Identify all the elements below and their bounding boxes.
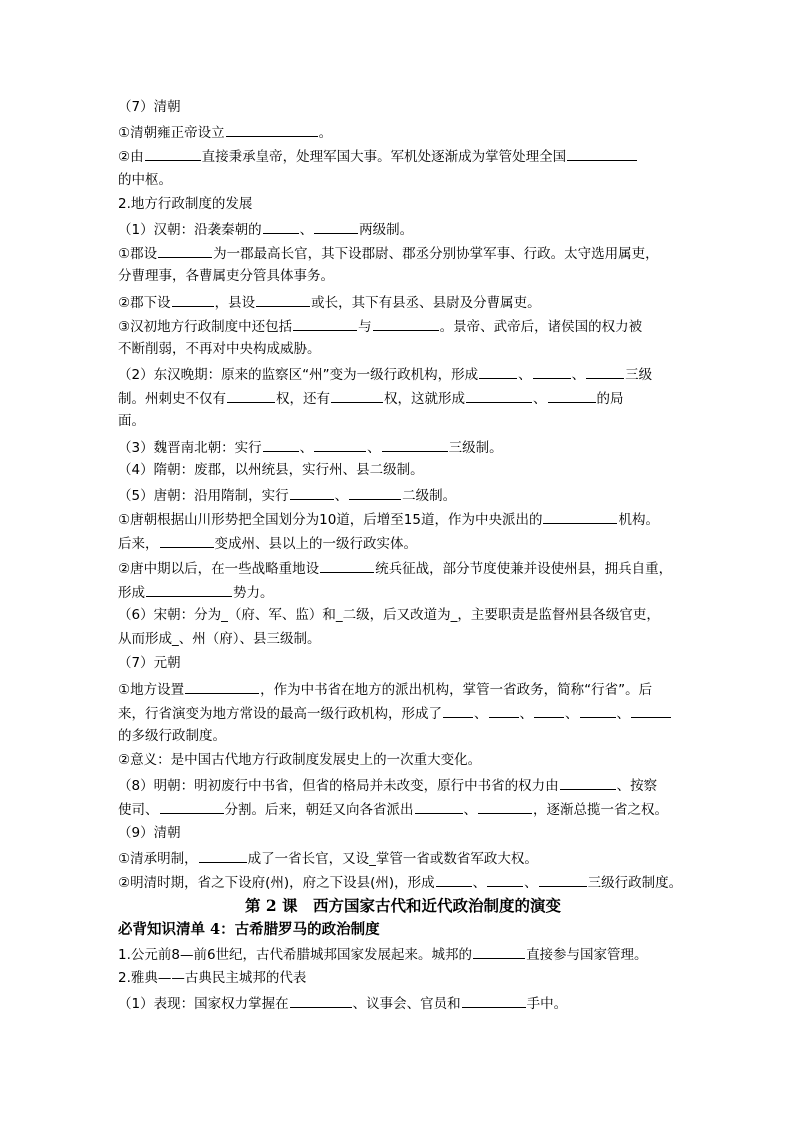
text-segment: 制。州刺史不仅有 (118, 391, 226, 408)
fill-in-blank[interactable] (586, 364, 624, 379)
fill-in-blank[interactable] (466, 388, 532, 403)
text-segment: （7）清朝 (118, 99, 181, 115)
text-segment: 、 (299, 221, 314, 238)
text-segment: 、 (524, 875, 538, 891)
fill-in-blank[interactable] (349, 485, 401, 500)
fill-in-blank[interactable] (290, 993, 352, 1008)
checklist-title: 必背知识清单 4：古希腊罗马的政治制度 (118, 921, 380, 939)
text-segment: ②意义：是中国古代地方行政制度发展史上的一次重大变化。 (118, 752, 482, 769)
text-segment: （4）隋朝：废郡，以州统县，实行州、县二级制。 (118, 461, 424, 478)
text-line (118, 364, 680, 388)
text-segment: 、议事会、官员和 (352, 995, 461, 1012)
fill-in-blank[interactable] (146, 582, 232, 597)
fill-in-blank[interactable] (373, 316, 439, 331)
fill-in-blank[interactable] (331, 388, 383, 403)
text-segment: ①清承明制， (118, 850, 198, 867)
text-line (118, 533, 680, 557)
fill-in-blank[interactable] (293, 316, 357, 331)
text-line (118, 703, 680, 727)
text-segment: ②明清时期，省之下设府(州)，府之下设县(州)，形成 (118, 875, 435, 891)
text-segment: 、 (472, 875, 487, 891)
text-line (118, 98, 680, 122)
text-line (118, 944, 680, 968)
fill-in-blank[interactable] (443, 703, 473, 718)
fill-in-blank[interactable] (560, 775, 616, 790)
fill-in-blank[interactable] (226, 122, 318, 137)
fill-in-blank[interactable] (256, 292, 310, 307)
text-line (118, 582, 680, 606)
text-segment: 为一郡最高长官，其下设郡尉、郡丞分别协掌军事、行政。太守选用属吏， (213, 246, 659, 263)
fill-in-blank[interactable] (320, 558, 374, 573)
lesson-title: 第 2 课 西方国家古代和近代政治制度的演变 (244, 896, 562, 916)
fill-in-blank[interactable] (158, 243, 212, 258)
text-segment: ②由 (118, 149, 144, 166)
text-line (118, 292, 680, 316)
text-segment: 势力。 (233, 584, 274, 601)
section-central-and-local-admin (118, 98, 683, 896)
text-line (118, 679, 680, 703)
text-line (118, 388, 680, 412)
text-line (118, 751, 680, 775)
text-segment: 成了一省长官，又设_掌管一省或数省军政大权。 (247, 850, 538, 867)
text-line (118, 412, 680, 436)
text-segment: 直接参与国家管理。 (526, 947, 648, 964)
text-segment: 使司、 (118, 802, 159, 819)
text-segment: ③汉初地方行政制度中还包括 (118, 318, 293, 335)
text-segment: 不断削弱，不再对中央构成威胁。 (118, 340, 321, 357)
text-segment: 三级制。 (448, 439, 503, 456)
text-segment: （7）元朝 (118, 655, 181, 672)
text-line (118, 606, 680, 630)
text-segment: 三级 (625, 367, 653, 384)
text-segment: 从而形成_、州（府）、县三级制。 (118, 631, 321, 648)
text-segment: （1）表现：国家权力掌握在 (118, 995, 289, 1012)
fill-in-blank[interactable] (462, 993, 526, 1008)
fill-in-blank[interactable] (580, 703, 616, 718)
text-segment: 、 (616, 705, 630, 722)
text-line (118, 969, 680, 993)
content-block (118, 98, 683, 1017)
text-line (118, 316, 680, 340)
text-segment: 与 (358, 318, 372, 335)
text-line (118, 146, 680, 170)
text-line (118, 267, 680, 291)
fill-in-blank[interactable] (227, 388, 275, 403)
text-line (118, 848, 680, 872)
fill-in-blank[interactable] (314, 437, 366, 452)
text-segment: 、 (565, 705, 579, 722)
text-segment: （9）清朝 (118, 824, 181, 841)
text-segment: 。景帝、武帝后，诸侯国的权力被 (439, 318, 643, 335)
fill-in-blank[interactable] (415, 799, 463, 814)
fill-in-blank[interactable] (160, 799, 224, 814)
fill-in-blank[interactable] (382, 437, 448, 452)
text-segment: 、 (533, 391, 547, 408)
text-segment: 两级制。 (359, 221, 414, 238)
text-segment: （1）汉朝：沿袭秦朝的 (118, 221, 262, 238)
text-segment: 2.雅典——古典民主城邦的代表 (118, 969, 307, 986)
text-segment: 形成 (118, 584, 145, 601)
text-segment: 后来， (118, 536, 159, 553)
text-segment: 、 (519, 705, 533, 722)
text-line (118, 775, 680, 799)
text-line (118, 654, 680, 678)
text-segment: 机构。 (618, 512, 659, 529)
text-segment: （6）宋朝：分为_（府、军、监）和_二级，后又改道为_，主要职责是监督州县各级官吏， (118, 606, 660, 623)
text-segment: 、 (518, 367, 532, 384)
text-segment: ②唐中期以后，在一些战略重地设 (118, 560, 320, 577)
text-segment: ①清朝雍正帝设立 (118, 125, 225, 142)
fill-in-blank[interactable] (145, 146, 201, 161)
fill-in-blank[interactable] (487, 872, 523, 887)
text-line (118, 630, 680, 654)
fill-in-blank[interactable] (263, 219, 299, 234)
text-segment: ②郡下设 (118, 294, 171, 311)
text-segment: 2.地方行政制度的发展 (118, 195, 253, 212)
text-segment: 、 (334, 488, 349, 504)
text-segment: 、 (463, 802, 477, 819)
text-segment: 直接秉承皇帝，处理军国大事。军机处逐渐成为掌管处理全国 (201, 149, 567, 166)
text-segment: 、 (299, 439, 314, 456)
text-line (118, 243, 680, 267)
text-segment: 。 (318, 125, 333, 142)
text-line (118, 558, 680, 582)
fill-in-blank[interactable] (199, 848, 247, 863)
text-line (118, 799, 680, 823)
text-segment: 、 (367, 439, 381, 456)
text-segment: 、按察 (616, 778, 658, 795)
fill-in-blank[interactable] (534, 703, 564, 718)
fill-in-blank[interactable] (539, 872, 587, 887)
fill-in-blank[interactable] (479, 364, 517, 379)
text-line (118, 219, 680, 243)
text-segment: 二级制。 (402, 488, 457, 504)
text-segment: 、 (571, 367, 586, 384)
text-segment: （8）明朝：明初废行中书省，但省的格局并未改变，原行中书省的权力由 (118, 778, 559, 795)
text-segment: 权，这就形成 (384, 391, 465, 408)
fill-in-blank[interactable] (489, 703, 519, 718)
text-line (118, 195, 680, 219)
text-segment: ①唐朝根据山川形势把全国划分为10道，后增至15道，作为中央派出的 (118, 512, 543, 529)
fill-in-blank[interactable] (290, 485, 334, 500)
text-segment: ，县设 (214, 294, 256, 311)
text-line (118, 485, 680, 509)
fill-in-blank[interactable] (436, 872, 472, 887)
text-segment: 的局 (596, 391, 624, 408)
text-segment: 或长，其下有县丞、县尉及分曹属吏。 (311, 294, 541, 311)
text-segment: 面。 (118, 413, 145, 430)
text-segment: 变成州、县以上的一级行政实体。 (214, 536, 417, 553)
text-segment: 的中枢。 (118, 171, 172, 188)
text-segment: 权，还有 (276, 391, 330, 408)
fill-in-blank[interactable] (543, 509, 617, 524)
text-segment: ①地方设置 (118, 681, 185, 698)
text-line (118, 171, 680, 195)
text-segment: （3）魏晋南北朝：实行 (118, 439, 262, 456)
text-line (118, 872, 683, 896)
text-segment: （5）唐朝：沿用隋制，实行 (118, 488, 289, 504)
text-segment: 来，行省演变为地方常设的最高一级行政机构，形成了 (118, 705, 442, 722)
fill-in-blank[interactable] (533, 364, 571, 379)
text-segment: 三级行政制度。 (587, 875, 683, 891)
text-line (118, 509, 680, 533)
text-line (118, 461, 680, 485)
fill-in-blank[interactable] (185, 679, 259, 694)
fill-in-blank[interactable] (263, 437, 299, 452)
fill-in-blank[interactable] (567, 146, 637, 161)
section-greece-rome (118, 944, 680, 1017)
fill-in-blank[interactable] (314, 219, 358, 234)
text-segment: 统兵征战，部分节度使兼并设使州县，拥兵自重， (375, 560, 673, 577)
fill-in-blank[interactable] (160, 533, 214, 548)
text-segment: 分曹理事，各曹属吏分管具体事务。 (118, 268, 334, 285)
text-line (118, 727, 680, 751)
fill-in-blank[interactable] (548, 388, 596, 403)
text-line (118, 824, 680, 848)
text-line (118, 122, 680, 146)
text-segment: 的多级行政制度。 (118, 727, 226, 744)
fill-in-blank[interactable] (478, 799, 532, 814)
text-segment: 、 (474, 705, 488, 722)
text-line (118, 993, 680, 1017)
text-line (118, 340, 680, 364)
text-line (118, 437, 680, 461)
text-segment: ，作为中书省在地方的派出机构，掌管一省政务，简称“行省”。后 (260, 681, 653, 698)
text-segment: （2）东汉晚期：原来的监察区“州”变为一级行政机构，形成 (118, 367, 479, 384)
text-segment: 手中。 (526, 995, 568, 1012)
text-segment: 1.公元前8—前6世纪，古代希腊城邦国家发展起来。城邦的 (118, 947, 473, 964)
fill-in-blank[interactable] (631, 703, 671, 718)
text-segment: ①郡设 (118, 246, 158, 263)
fill-in-blank[interactable] (172, 292, 214, 307)
fill-in-blank[interactable] (473, 944, 525, 959)
text-segment: ，逐渐总揽一省之权。 (533, 802, 668, 819)
text-segment: 分割。后来，朝廷又向各省派出 (224, 802, 414, 819)
